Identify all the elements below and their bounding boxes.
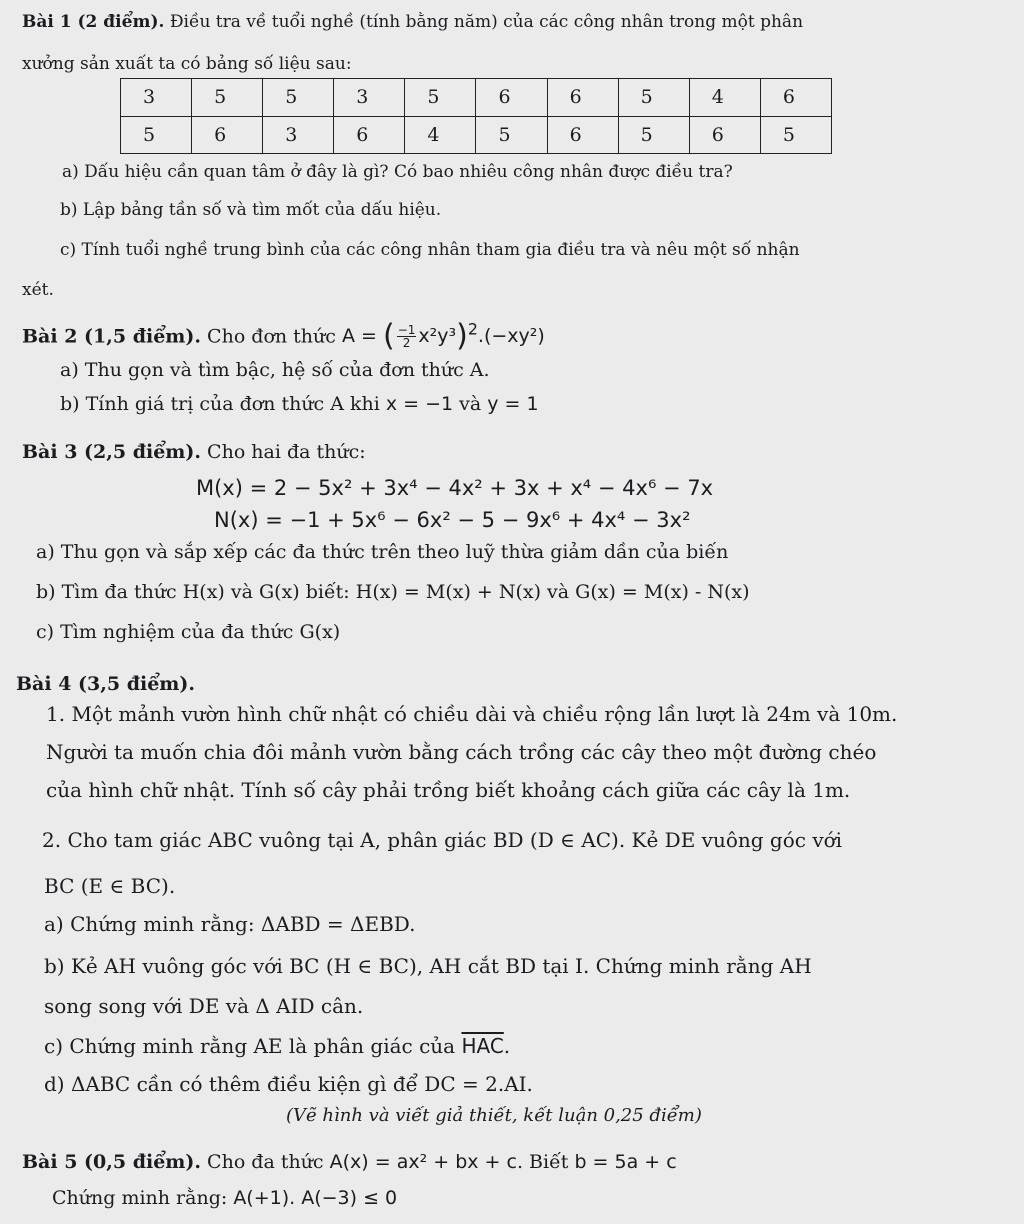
table-cell: 5 [476, 116, 547, 154]
table-cell: 6 [192, 116, 263, 154]
problem-2-question-b: b) Tính giá trị của đơn thức A khi x = −1 và y = 1 [60, 393, 539, 415]
problem-4-question-b-cont: song song với DE và Δ AID cân. [44, 994, 364, 1018]
table-row [121, 79, 832, 117]
problem-4-question-b: b) Kẻ AH vuông góc với BC (H ∈ BC), AH cắt BD tại I. Chứng minh rằng AH [44, 954, 812, 978]
table-cell: 5 [618, 79, 689, 117]
data-table [120, 78, 832, 154]
problem-1-question-c-cont: xét. [22, 280, 54, 300]
problem-4-part-1-line-1: 1. Một mảnh vườn hình chữ nhật có chiều dài và chiều rộng lần lượt là 24m và 10m. [46, 702, 898, 726]
table-cell: 3 [334, 79, 405, 117]
polynomial-n: N(x) = −1 + 5x⁶ − 6x² − 5 − 9x⁶ + 4x⁴ − 3x² [214, 508, 691, 532]
table-cell: 6 [760, 79, 831, 117]
table-cell: 5 [192, 79, 263, 117]
problem-1-question-a: a) Dấu hiệu cần quan tâm ở đây là gì? Có bao nhiêu công nhân được điều tra? [62, 162, 733, 182]
table-cell: 5 [263, 79, 334, 117]
problem-2-question-a: a) Thu gọn và tìm bậc, hệ số của đơn thức A. [60, 359, 490, 381]
problem-5-title: Bài 5 (0,5 điểm). [22, 1151, 201, 1173]
table-cell: 6 [476, 79, 547, 117]
problem-4-question-a: a) Chứng minh rằng: ΔABD = ΔEBD. [44, 912, 416, 936]
fraction: $\frac{-1}{2}$ [397, 323, 416, 351]
table-cell: 3 [263, 116, 334, 154]
problem-4-part-2-line-1: 2. Cho tam giác ABC vuông tại A, phân giác BD (D ∈ AC). Kẻ DE vuông góc với [42, 828, 843, 852]
problem-4-question-c: c) Chứng minh rằng AE là phân giác của $\overline{HAC}$. [44, 1034, 511, 1058]
table-row [121, 116, 832, 154]
table-cell: 4 [405, 116, 476, 154]
table-cell: 6 [334, 116, 405, 154]
angle-hac: $\overline{HAC}$ [461, 1034, 504, 1058]
table-cell: 6 [689, 116, 760, 154]
problem-1-question-b: b) Lập bảng tần số và tìm mốt của dấu hiệu. [60, 200, 442, 220]
table-cell: 5 [618, 116, 689, 154]
problem-5-prove: Chứng minh rằng: A(+1). A(−3) ≤ 0 [52, 1187, 398, 1209]
table-cell: 5 [405, 79, 476, 117]
monomial-expression: A = ( $\frac{-1}{2}$ x²y³)$^2$.(−xy²) [341, 318, 545, 354]
problem-3-intro: Bài 3 (2,5 điểm). Cho hai đa thức: [22, 441, 366, 463]
table-cell: 6 [547, 79, 618, 117]
table-cell: 5 [121, 116, 192, 154]
problem-3-question-a: a) Thu gọn và sắp xếp các đa thức trên theo luỹ thừa giảm dần của biến [36, 541, 729, 563]
problem-1-title: Bài 1 (2 điểm). [22, 12, 165, 32]
problem-3-title: Bài 3 (2,5 điểm). [22, 441, 201, 463]
problem-4-part-2-line-2: BC (E ∈ BC). [44, 874, 176, 898]
polynomial-m: M(x) = 2 − 5x² + 3x⁴ − 4x² + 3x + x⁴ − 4x⁶ − 7x [196, 476, 714, 500]
problem-4-question-d: d) ΔABC cần có thêm điều kiện gì để DC = 2.AI. [44, 1072, 533, 1096]
problem-5-intro: Bài 5 (0,5 điểm). Cho đa thức A(x) = ax² + bx + c. Biết b = 5a + c [22, 1151, 677, 1173]
table-cell: 4 [689, 79, 760, 117]
problem-1-question-c: c) Tính tuổi nghề trung bình của các công nhân tham gia điều tra và nêu một số nhận [60, 240, 800, 260]
problem-2-intro: Bài 2 (1,5 điểm). Cho đơn thức A = ( $\frac{-1}{2}$ x²y³)$^2$.(−xy²) [22, 318, 545, 354]
problem-2-title: Bài 2 (1,5 điểm). [22, 325, 201, 348]
problem-4-note: (Vẽ hình và viết giả thiết, kết luận 0,25 điểm) [286, 1105, 702, 1126]
table-cell: 3 [121, 79, 192, 117]
problem-4-part-1-line-2: Người ta muốn chia đôi mảnh vườn bằng cách trồng các cây theo một đường chéo [46, 740, 877, 764]
problem-3-question-b: b) Tìm đa thức H(x) và G(x) biết: H(x) = M(x) + N(x) và G(x) = M(x) - N(x) [36, 581, 750, 603]
problem-4-title: Bài 4 (3,5 điểm). [16, 673, 195, 695]
problem-1-intro: Bài 1 (2 điểm). Điều tra về tuổi nghề (tính bằng năm) của các công nhân trong một phân [22, 12, 804, 32]
table-cell: 6 [547, 116, 618, 154]
problem-1-intro-cont: xưởng sản xuất ta có bảng số liệu sau: [22, 54, 352, 74]
problem-3-question-c: c) Tìm nghiệm của đa thức G(x) [36, 621, 341, 643]
problem-4-part-1-line-3: của hình chữ nhật. Tính số cây phải trồng biết khoảng cách giữa các cây là 1m. [46, 778, 851, 802]
table-cell: 5 [760, 116, 831, 154]
